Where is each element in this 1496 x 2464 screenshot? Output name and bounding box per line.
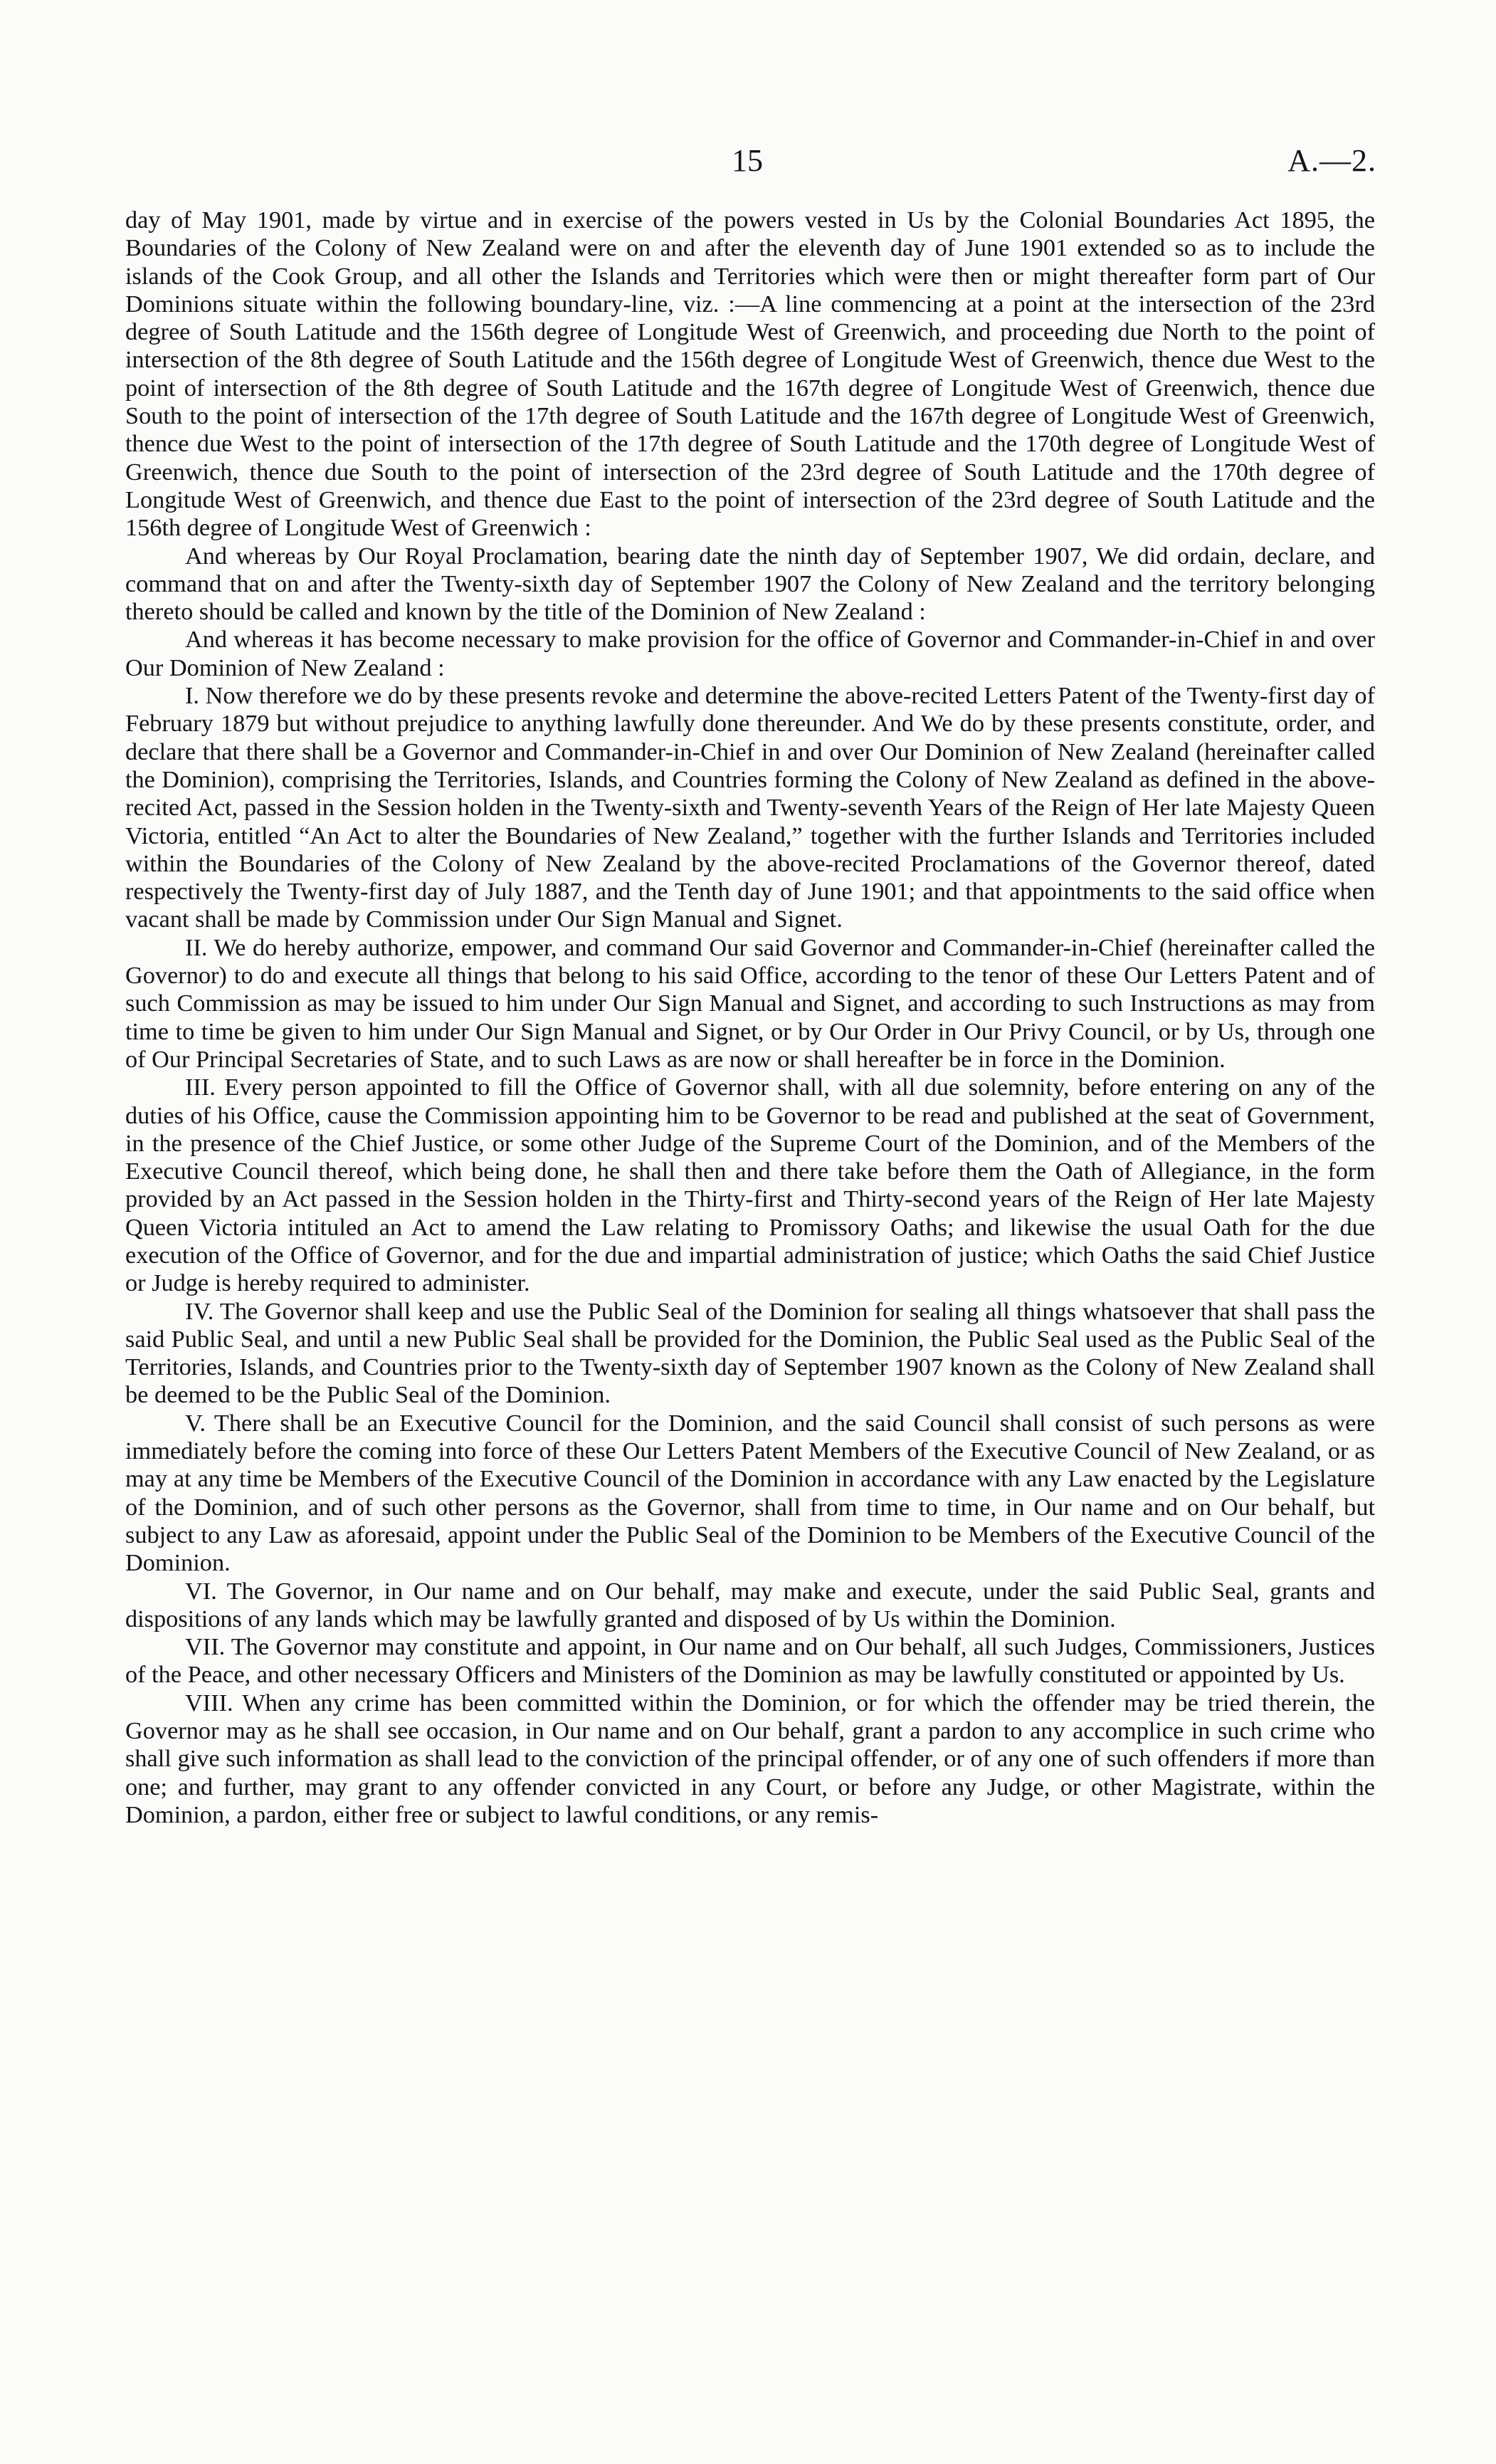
paragraph-boundary-description: day of May 1901, made by virtue and in exercise of the powers vested in Us by the Colonial Boundaries Act 1895, the Boundaries of the Colony of New Zealand were on and after the eleventh day of June 1901 extended so as to include the islands of the Cook Group, and all other the Islands and Territories which were then or might thereafter form part of Our Dominions situate within the following boundary-line, viz. :—A line commencing at a point at the intersection of the 23rd degree of South Latitude and the 156th degree of Longitude West of Greenwich, and proceeding due North to the point of intersection of the 8th degree of South Latitude and the 156th degree of Longitude West of Greenwich, thence due West to the point of intersection of the 8th degree of South Latitude and the 167th degree of Longitude West of Greenwich, thence due South to the point of intersection of the 17th degree of South Latitude and the 167th degree of Longitude West of Greenwich, thence due West to the point of intersection of the 17th degree of South Latitude and the 170th degree of Longitude West of Greenwich, thence due South to the point of intersection of the 23rd degree of South Latitude and the 170th degree of Longitude West of Greenwich, and thence due East to the point of intersection of the 23rd degree of South Latitude and the 156th degree of Longitude West of Greenwich : (125, 206, 1375, 542)
paragraph-provision-governor: And whereas it has become necessary to make provision for the office of Governor and Commander-in-Chief in and over Our Dominion of New Zealand : (125, 626, 1375, 681)
clause-i: I. Now therefore we do by these presents revoke and determine the above-recited Letters Patent of the Twenty-first day of February 1879 but without prejudice to anything lawfully done thereunder. And We do by these presents constitute, order, and declare that there shall be a Governor and Commander-in-Chief in and over Our Dominion of New Zealand (hereinafter called the Dominion), comprising the Territories, Islands, and Countries forming the Colony of New Zealand as defined in the above-recited Act, passed in the Session holden in the Twenty-sixth and Twenty-seventh Years of the Reign of Her late Majesty Queen Victoria, entitled “An Act to alter the Boundaries of New Zealand,” together with the further Islands and Territories included within the Boundaries of the Colony of New Zealand by the above-recited Proclamations of the Governor thereof, dated respectively the Twenty-first day of July 1887, and the Tenth day of June 1901; and that appointments to the said office when vacant shall be made by Commission under Our Sign Manual and Signet. (125, 682, 1375, 933)
clause-vii: VII. The Governor may constitute and appoint, in Our name and on Our behalf, all such Judges, Commissioners, Justices of the Peace, and other necessary Officers and Ministers of the Dominion as may be lawfully constituted or appointed by Us. (125, 1633, 1375, 1689)
clause-vi: VI. The Governor, in Our name and on Our behalf, may make and execute, under the said Public Seal, grants and dispositions of any lands which may be lawfully granted and disposed of by Us within the Dominion. (125, 1577, 1375, 1632)
clause-ii: II. We do hereby authorize, empower, and command Our said Governor and Commander-in-Chief (hereinafter called the Governor) to do and execute all things that belong to his said Office, according to the tenor of these Our Letters Patent and of such Commission as may be issued to him under Our Sign Manual and Signet, and according to such Instructions as may from time to time be given to him under Our Sign Manual and Signet, or by Our Order in Our Privy Council, or by Us, through one of Our Principal Secretaries of State, and to such Laws as are now or shall hereafter be in force in the Dominion. (125, 933, 1375, 1073)
clause-iii: III. Every person appointed to fill the Office of Governor shall, with all due solemnity, before entering on any of the duties of his Office, cause the Commission appointing him to be Governor to be read and published at the seat of Government, in the presence of the Chief Justice, or some other Judge of the Supreme Court of the Dominion, and of the Members of the Executive Council thereof, which being done, he shall then and there take before them the Oath of Allegiance, in the form provided by an Act passed in the Session holden in the Thirty-first and Thirty-second years of the Reign of Her late Majesty Queen Victoria intituled an Act to amend the Law relating to Promissory Oaths; and likewise the usual Oath for the due execution of the Office of Governor, and for the due and impartial administration of justice; which Oaths the said Chief Justice or Judge is hereby required to administer. (125, 1074, 1375, 1297)
clause-v: V. There shall be an Executive Council for the Dominion, and the said Council shall consist of such persons as were immediately before the coming into force of these Our Letters Patent Members of the Executive Council of New Zealand, or as may at any time be Members of the Executive Council of the Dominion in accordance with any Law enacted by the Legislature of the Dominion, and of such other persons as the Governor, shall from time to time, in Our name and on Our behalf, but subject to any Law as aforesaid, appoint under the Public Seal of the Dominion to be Members of the Executive Council of the Dominion. (125, 1409, 1375, 1577)
clause-viii: VIII. When any crime has been committed within the Dominion, or for which the offender may be tried therein, the Governor may as he shall see occasion, in Our name and on Our behalf, grant a pardon to any accomplice in such crime who shall give such information as shall lead to the conviction of the principal offender, or of any one of such offenders if more than one; and further, may grant to any offender convicted in any Court, or before any Judge, or other Magistrate, within the Dominion, a pardon, either free or subject to lawful conditions, or any remis- (125, 1689, 1375, 1828)
page-header (0, 140, 1496, 182)
paper-reference: A.—2. (1287, 143, 1376, 178)
paragraph-royal-proclamation: And whereas by Our Royal Proclamation, bearing date the ninth day of September 1907, We did ordain, declare, and command that on and after the Twenty-sixth day of September 1907 the Colony of New Zealand and the territory belonging thereto should be called and known by the title of the Dominion of New Zealand : (125, 542, 1375, 626)
document-body (125, 206, 1375, 1829)
clause-iv: IV. The Governor shall keep and use the Public Seal of the Dominion for sealing all things whatsoever that shall pass the said Public Seal, and until a new Public Seal shall be provided for the Dominion, the Public Seal used as the Public Seal of the Territories, Islands, and Countries prior to the Twenty-sixth day of September 1907 known as the Colony of New Zealand shall be deemed to be the Public Seal of the Dominion. (125, 1297, 1375, 1409)
page-number: 15 (732, 143, 763, 178)
